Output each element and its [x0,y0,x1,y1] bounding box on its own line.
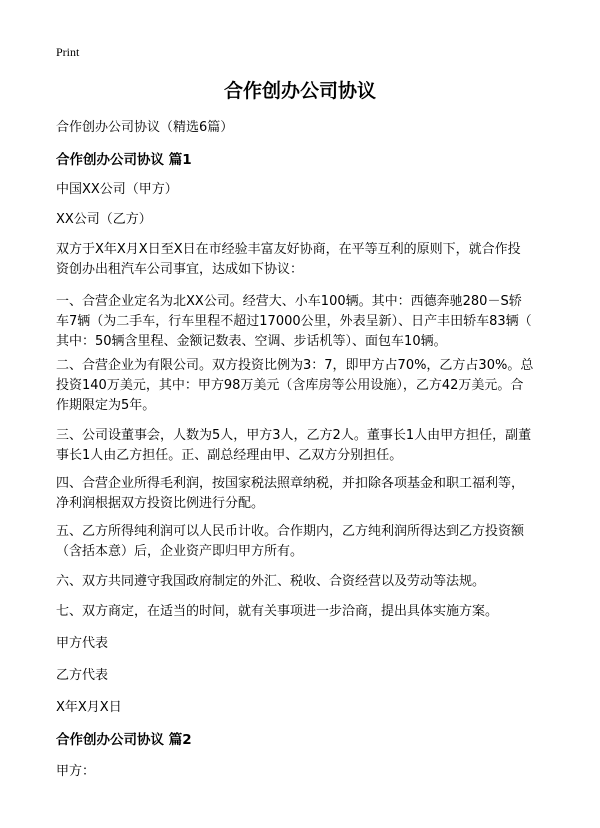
section-2-party-a: 甲方： [56,764,96,779]
clause-3: 三、公司设董事会，人数为5人，甲方3人，乙方2人。董事长1人由甲方担任，副董 事长1人由乙方担任。正、副总经理由甲、乙双方分别担任。 [56,428,532,463]
clause-6: 六、双方共同遵守我国政府制定的外汇、税收、合资经营以及劳动等法规。 [56,574,486,589]
intro-paragraph: 双方于X年X月X日至X日在市经验丰富友好协商，在平等互利的原则下，就合作投 资创办出租汽车公司事宜，达成如下协议： [56,242,521,277]
clause-7: 七、双方商定，在适当的时间，就有关事项进一步洽商，提出具体实施方案。 [56,604,499,619]
section-heading-2: 合作创办公司协议 篇2 [56,732,192,748]
party-b-representative: 乙方代表 [56,668,109,683]
print-label: Print [56,45,80,59]
page-title: 合作创办公司协议 [223,80,376,102]
clause-4: 四、合营企业所得毛利润，按国家税法照章纳税，并扣除各项基金和职工福利等， 净利润根据双方投资比例进行分配。 [56,476,525,511]
clause-2: 二、合营企业为有限公司。双方投资比例为3：7，即甲方占70%，乙方占30%。总 投资140万美元，其中：甲方98万美元（含库房等公用设施），乙方42万美元。合 作期限定为5年。 [56,358,534,413]
party-a-line: 中国XX公司（甲方） [56,182,178,197]
section-heading-1: 合作创办公司协议 篇1 [56,152,192,168]
party-a-representative: 甲方代表 [56,636,109,651]
party-b-line: XX公司（乙方） [56,212,152,227]
document-subtitle: 合作创办公司协议（精选6篇） [56,120,234,135]
clause-1: 一、合营企业定名为北XX公司。经营大、小车100辆。其中：西德奔驰280－S轿 车7辆（为二手车，行车里程不超过17000公里，外表呈新）、日产丰田轿车83辆（ 其中：50辆含里程、金额记数表、空调、步话机等）、面包车10辆。 [56,294,532,349]
clause-5: 五、乙方所得纯利润可以人民币计收。合作期内，乙方纯利润所得达到乙方投资额 （含括本意）后，企业资产即归甲方所有。 [56,524,525,559]
signing-date: X年X月X日 [56,700,122,715]
